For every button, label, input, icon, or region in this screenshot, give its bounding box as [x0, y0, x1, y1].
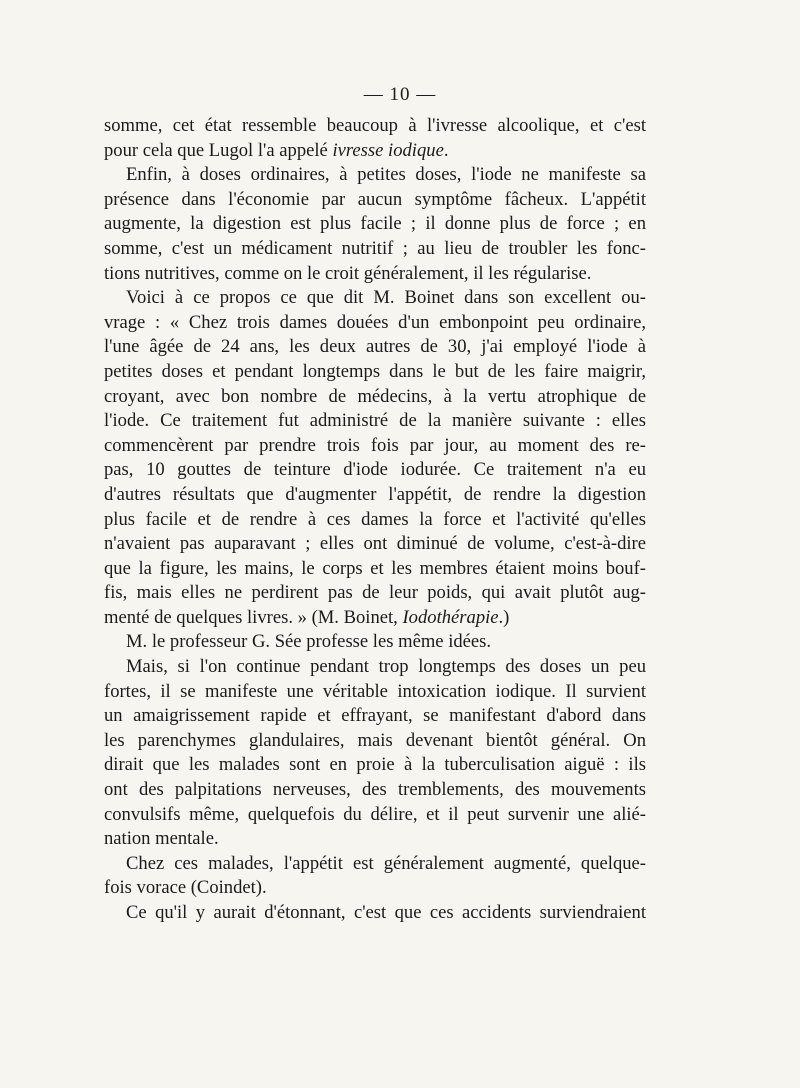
paragraph	[104, 286, 646, 630]
text-line: que la figure, les mains, le corps et les membres étaient moins bouf-	[104, 557, 646, 579]
text-line: convulsifs même, quelquefois du délire, et il peut survenir une alié-	[104, 803, 646, 825]
text-line: présence dans l'économie par aucun symptôme fâcheux. L'appétit	[104, 188, 646, 210]
text-line: somme, cet état ressemble beaucoup à l'ivresse alcoolique, et c'est	[104, 115, 646, 136]
text-line: les parenchymes glandulaires, mais devenant bientôt général. On	[104, 729, 646, 751]
text-line: nation mentale.	[104, 828, 219, 850]
paragraph	[104, 655, 646, 852]
text-line: dirait que les malades sont en proie à la tuberculisation aiguë : ils	[104, 754, 646, 776]
text-line: Voici à ce propos ce que dit M. Boinet dans son excellent ou-	[126, 287, 646, 309]
text-line: tions nutritives, comme on le croit généralement, il les régularise.	[104, 262, 592, 284]
text-line: Chez ces malades, l'appétit est généralement augmenté, quelque-	[126, 852, 646, 874]
text-line: ont des palpitations nerveuses, des tremblements, des mouvements	[104, 779, 646, 801]
italic-phrase: Iodothérapie	[402, 606, 499, 628]
paragraph	[104, 630, 646, 655]
text-line: d'autres résultats que d'augmenter l'appétit, de rendre la digestion	[104, 483, 646, 505]
paragraph	[104, 163, 646, 286]
paragraph	[104, 114, 646, 163]
paragraph	[104, 852, 646, 901]
text-line: croyant, avec bon nombre de médecins, à la vertu atrophique de	[104, 385, 646, 407]
italic-phrase: ivresse iodique	[332, 139, 444, 161]
text-line: fis, mais elles ne perdirent pas de leur poids, qui avait plutôt aug-	[104, 582, 646, 604]
text-line: un amaigrissement rapide et effrayant, se manifestant d'abord dans	[104, 705, 646, 727]
text-line: Mais, si l'on continue pendant trop longtemps des doses un peu	[126, 656, 646, 678]
text-line: l'iode. Ce traitement fut administré de la manière suivante : elles	[104, 410, 646, 432]
text-line: augmente, la digestion est plus facile ; il donne plus de force ; en	[104, 213, 646, 235]
text-line: menté de quelques livres. » (M. Boinet, Iodothérapie.)	[104, 606, 510, 628]
text-line: vrage : « Chez trois dames douées d'un embonpoint peu ordinaire,	[104, 311, 646, 333]
text-line: petites doses et pendant longtemps dans le but de les faire maigrir,	[104, 360, 646, 382]
text-line: pas, 10 gouttes de teinture d'iode iodurée. Ce traitement n'a eu	[104, 459, 646, 481]
text-line: fois vorace (Coindet).	[104, 877, 267, 899]
paragraph	[104, 901, 646, 926]
text-line: fortes, il se manifeste une véritable intoxication iodique. Il survient	[104, 680, 646, 702]
text-line: n'avaient pas auparavant ; elles ont diminué de volume, c'est-à-dire	[104, 533, 646, 555]
page-number: — 10 —	[363, 84, 437, 105]
text-line: pour cela que Lugol l'a appelé ivresse iodique.	[104, 139, 449, 161]
text-line: somme, c'est un médicament nutritif ; au lieu de troubler les fonc-	[104, 237, 646, 259]
text-line: plus facile et de rendre à ces dames la force et l'activité qu'elles	[104, 508, 646, 530]
text-line: Ce qu'il y aurait d'étonnant, c'est que ces accidents surviendraient	[126, 902, 646, 923]
text-line: M. le professeur G. Sée professe les même idées.	[126, 631, 492, 653]
text-line: Enfin, à doses ordinaires, à petites doses, l'iode ne manifeste sa	[126, 164, 646, 186]
text-line: commencèrent par prendre trois fois par jour, au moment des re-	[104, 434, 646, 456]
body-text	[104, 114, 646, 926]
text-line: l'une âgée de 24 ans, les deux autres de 30, j'ai employé l'iode à	[104, 336, 646, 358]
